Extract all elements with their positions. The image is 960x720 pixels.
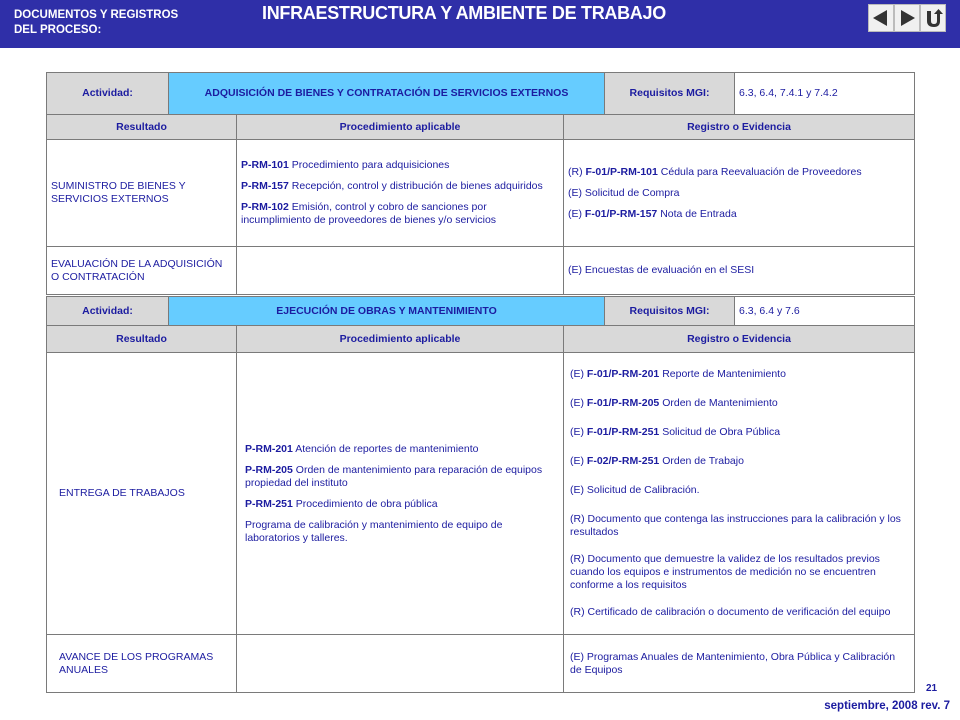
evidence-item: (E) F-01/P-RM-251 Solicitud de Obra Pública (570, 426, 781, 438)
evidence-item: (R) Documento que demuestre la validez de los resultados previos cuando los equipos e instrumentos de medición no se encuentren conforme a los requisitos (570, 553, 880, 591)
procedure-item: P-RM-251 Procedimiento de obra pública (245, 497, 438, 510)
result-cell: ENTREGA DE TRABAJOS (47, 353, 237, 635)
procedure-item: P-RM-201 Atención de reportes de mantenimiento (245, 442, 479, 455)
requirements-value: 6.3, 6.4 y 7.6 (735, 297, 915, 326)
activity-label: Actividad: (47, 73, 169, 115)
activity1-table (46, 72, 915, 115)
evidence-item: (E) F-01/P-RM-205 Orden de Mantenimiento (570, 397, 778, 409)
activity2-table (46, 296, 915, 326)
evidence-cell (564, 140, 915, 247)
procedure-item: P-RM-102 Emisión, control y cobro de sanciones por incumplimiento de proveedores de bienes y/o servicios (241, 201, 497, 226)
procedure-column-header: Procedimiento aplicable (237, 115, 564, 140)
evidence-item: (E) Encuestas de evaluación en el SESI (568, 264, 755, 276)
requirements-value: 6.3, 6.4, 7.4.1 y 7.4.2 (735, 73, 915, 115)
table-row (47, 140, 915, 247)
evidence-cell (564, 635, 915, 693)
result-cell: EVALUACIÓN DE LA ADQUISICIÓN O CONTRATACIÓN (47, 247, 237, 295)
result-cell: AVANCE DE LOS PROGRAMAS ANUALES (47, 635, 237, 693)
arrow-right-icon (897, 8, 917, 28)
evidence-item: (R) Certificado de calibración o documento de verificación del equipo (570, 606, 891, 618)
procedure-item: P-RM-157 Recepción, control y distribución de bienes adquiridos (241, 180, 543, 192)
table-row (47, 247, 915, 295)
procedure-item: Programa de calibración y mantenimiento de equipo de laboratorios y talleres. (245, 518, 503, 544)
arrow-left-icon (871, 8, 891, 28)
evidence-item: (E) Programas Anuales de Mantenimiento, Obra Pública y Calibración de Equipos (570, 650, 896, 676)
process-label-line1: DOCUMENTOS Y REGISTROS (14, 9, 179, 21)
evidence-cell (564, 353, 915, 635)
procedure-item: P-RM-101 Procedimiento para adquisiciones (241, 159, 450, 171)
activity-name: ADQUISICIÓN DE BIENES Y CONTRATACIÓN DE SERVICIOS EXTERNOS (169, 73, 605, 115)
header-bar (0, 0, 960, 48)
process-label-line2: DEL PROCESO: (14, 24, 102, 36)
requirements-label: Requisitos MGI: (605, 297, 735, 326)
procedure-cell (237, 140, 564, 247)
evidence-item: (E) F-01/P-RM-157 Nota de Entrada (568, 207, 737, 220)
page-number: 21 (926, 683, 938, 694)
result-cell: SUMINISTRO DE BIENES Y SERVICIOS EXTERNOS (47, 140, 237, 247)
prev-button[interactable] (868, 4, 894, 32)
table-row (47, 353, 915, 635)
evidence-item: (E) F-02/P-RM-251 Orden de Trabajo (570, 455, 744, 467)
activity-label: Actividad: (47, 297, 169, 326)
page-title: INFRAESTRUCTURA Y AMBIENTE DE TRABAJO (262, 3, 666, 23)
footer-date: septiembre, 2008 rev. 7 (824, 700, 950, 712)
return-button[interactable] (920, 4, 946, 32)
evidence-column-header: Registro o Evidencia (564, 326, 915, 353)
next-button[interactable] (894, 4, 920, 32)
evidence-item: (R) Documento que contenga las instrucciones para la calibración y los resultados (570, 513, 901, 538)
procedure-item: P-RM-205 Orden de mantenimiento para reparación de equipos propiedad del instituto (245, 463, 543, 489)
requirements-label: Requisitos MGI: (605, 73, 735, 115)
procedure-cell (237, 353, 564, 635)
process-label (14, 8, 214, 38)
activity1-details-table (46, 114, 915, 295)
return-up-icon (923, 8, 943, 28)
activity-name: EJECUCIÓN DE OBRAS Y MANTENIMIENTO (169, 297, 605, 326)
result-column-header: Resultado (47, 115, 237, 140)
evidence-item: (R) F-01/P-RM-101 Cédula para Reevaluación de Proveedores (568, 165, 862, 178)
evidence-cell (564, 247, 915, 295)
evidence-item: (E) Solicitud de Compra (568, 186, 680, 199)
procedure-column-header: Procedimiento aplicable (237, 326, 564, 353)
table-row (47, 635, 915, 693)
procedure-cell (237, 635, 564, 693)
evidence-item: (E) Solicitud de Calibración. (570, 484, 700, 496)
evidence-column-header: Registro o Evidencia (564, 115, 915, 140)
evidence-item: (E) F-01/P-RM-201 Reporte de Mantenimiento (570, 368, 786, 380)
result-column-header: Resultado (47, 326, 237, 353)
procedure-cell (237, 247, 564, 295)
activity2-details-table (46, 325, 915, 693)
